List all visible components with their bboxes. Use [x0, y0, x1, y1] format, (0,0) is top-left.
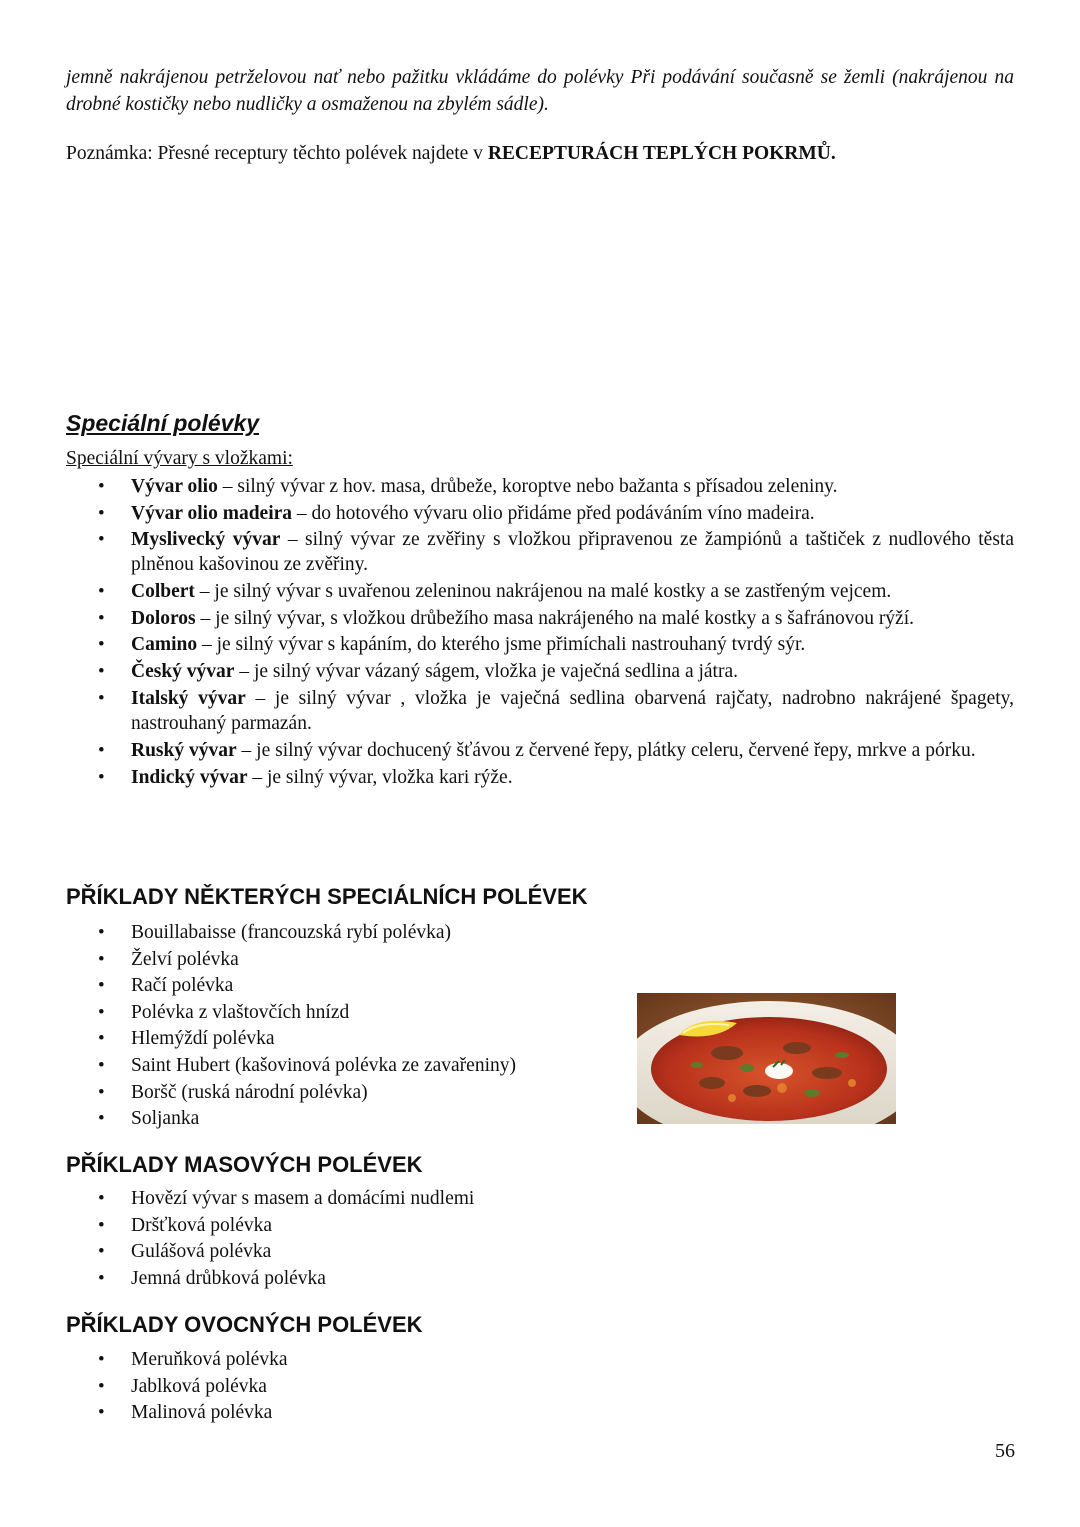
special-broths-list — [66, 474, 1014, 791]
heading-meat-soup-examples: PŘÍKLADY MASOVÝCH POLÉVEK — [66, 1152, 423, 1177]
list-item: • Boršč (ruská národní polévka) — [66, 1080, 666, 1105]
soup-photo — [637, 993, 896, 1124]
section-heading-special-soups: Speciální polévky — [66, 410, 260, 436]
list-item: • Vývar olio – silný vývar z hov. masa, drůbeže, koroptve nebo bažanta s přísadou zeleniny. — [66, 474, 1014, 499]
list-item: • Gulášová polévka — [66, 1239, 666, 1264]
list-item: • Hovězí vývar s masem a domácími nudlemi — [66, 1186, 666, 1211]
list-item: • Indický vývar – je silný vývar, vložka kari rýže. — [66, 765, 1014, 790]
subheading-special-broths: Speciální vývary s vložkami: — [66, 448, 293, 469]
list-item: • Meruňková polévka — [66, 1347, 666, 1372]
list-item: • Jemná drůbková polévka — [66, 1266, 666, 1291]
list-item: • Bouillabaisse (francouzská rybí polévka) — [66, 920, 666, 945]
fruit-soup-examples-list — [66, 1347, 666, 1427]
heading-special-soup-examples: PŘÍKLADY NĚKTERÝCH SPECIÁLNÍCH POLÉVEK — [66, 884, 588, 909]
list-item: • Dršťková polévka — [66, 1213, 666, 1238]
list-item: • Camino – je silný vývar s kapáním, do kterého jsme přimíchali nastrouhaný tvrdý sýr. — [66, 632, 1014, 657]
list-item: • Saint Hubert (kašovinová polévka ze zavařeniny) — [66, 1053, 666, 1078]
note-label: Poznámka: Přesné receptury těchto polévek najdete v — [66, 143, 488, 164]
intro-paragraph: jemně nakrájenou petrželovou nať nebo pažitku vkládáme do polévky Při podávání současně se žemli (nakrájenou na drobné kostičky nebo nudličky a osmaženou na zbylém sádle). — [66, 67, 1014, 115]
list-item: • Soljanka — [66, 1106, 666, 1131]
heading-fruit-soup-examples: PŘÍKLADY OVOCNÝCH POLÉVEK — [66, 1312, 423, 1337]
list-item: • Myslivecký vývar – silný vývar ze zvěřiny s vložkou připravenou ze žampiónů a taštiček z nudlového těsta plněnou kašovinou ze zvěřiny. — [66, 527, 1014, 577]
list-item: • Italský vývar – je silný vývar , vložka je vaječná sedlina obarvená rajčaty, nadrobno nakrájené špagety, nastrouhaný parmazán. — [66, 686, 1014, 736]
note-paragraph — [66, 140, 866, 167]
list-item: • Vývar olio madeira – do hotového vývaru olio přidáme před podáváním víno madeira. — [66, 501, 1014, 526]
note-bold-reference: RECEPTURÁCH TEPLÝCH POKRMŮ. — [487, 143, 836, 164]
list-item: • Malinová polévka — [66, 1400, 666, 1425]
page-number: 56 — [995, 1440, 1015, 1462]
list-item: • Ruský vývar – je silný vývar dochucený šťávou z červené řepy, plátky celeru, červené řepy, mrkve a pórku. — [66, 738, 1014, 763]
list-item: • Doloros – je silný vývar, s vložkou drůbežího masa nakrájeného na malé kostky a s šafránovou rýží. — [66, 606, 1014, 631]
list-item: • Jablková polévka — [66, 1374, 666, 1399]
meat-soup-examples-list — [66, 1186, 666, 1292]
list-item: • Hlemýždí polévka — [66, 1026, 666, 1051]
list-item: • Polévka z vlaštovčích hnízd — [66, 1000, 666, 1025]
list-item: • Český vývar – je silný vývar vázaný ságem, vložka je vaječná sedlina a játra. — [66, 659, 1014, 684]
list-item: • Colbert – je silný vývar s uvařenou zeleninou nakrájenou na malé kostky a se zastřeným vejcem. — [66, 579, 1014, 604]
special-soup-examples-list — [66, 920, 666, 1133]
list-item: • Račí polévka — [66, 973, 666, 998]
list-item: • Želví polévka — [66, 947, 666, 972]
